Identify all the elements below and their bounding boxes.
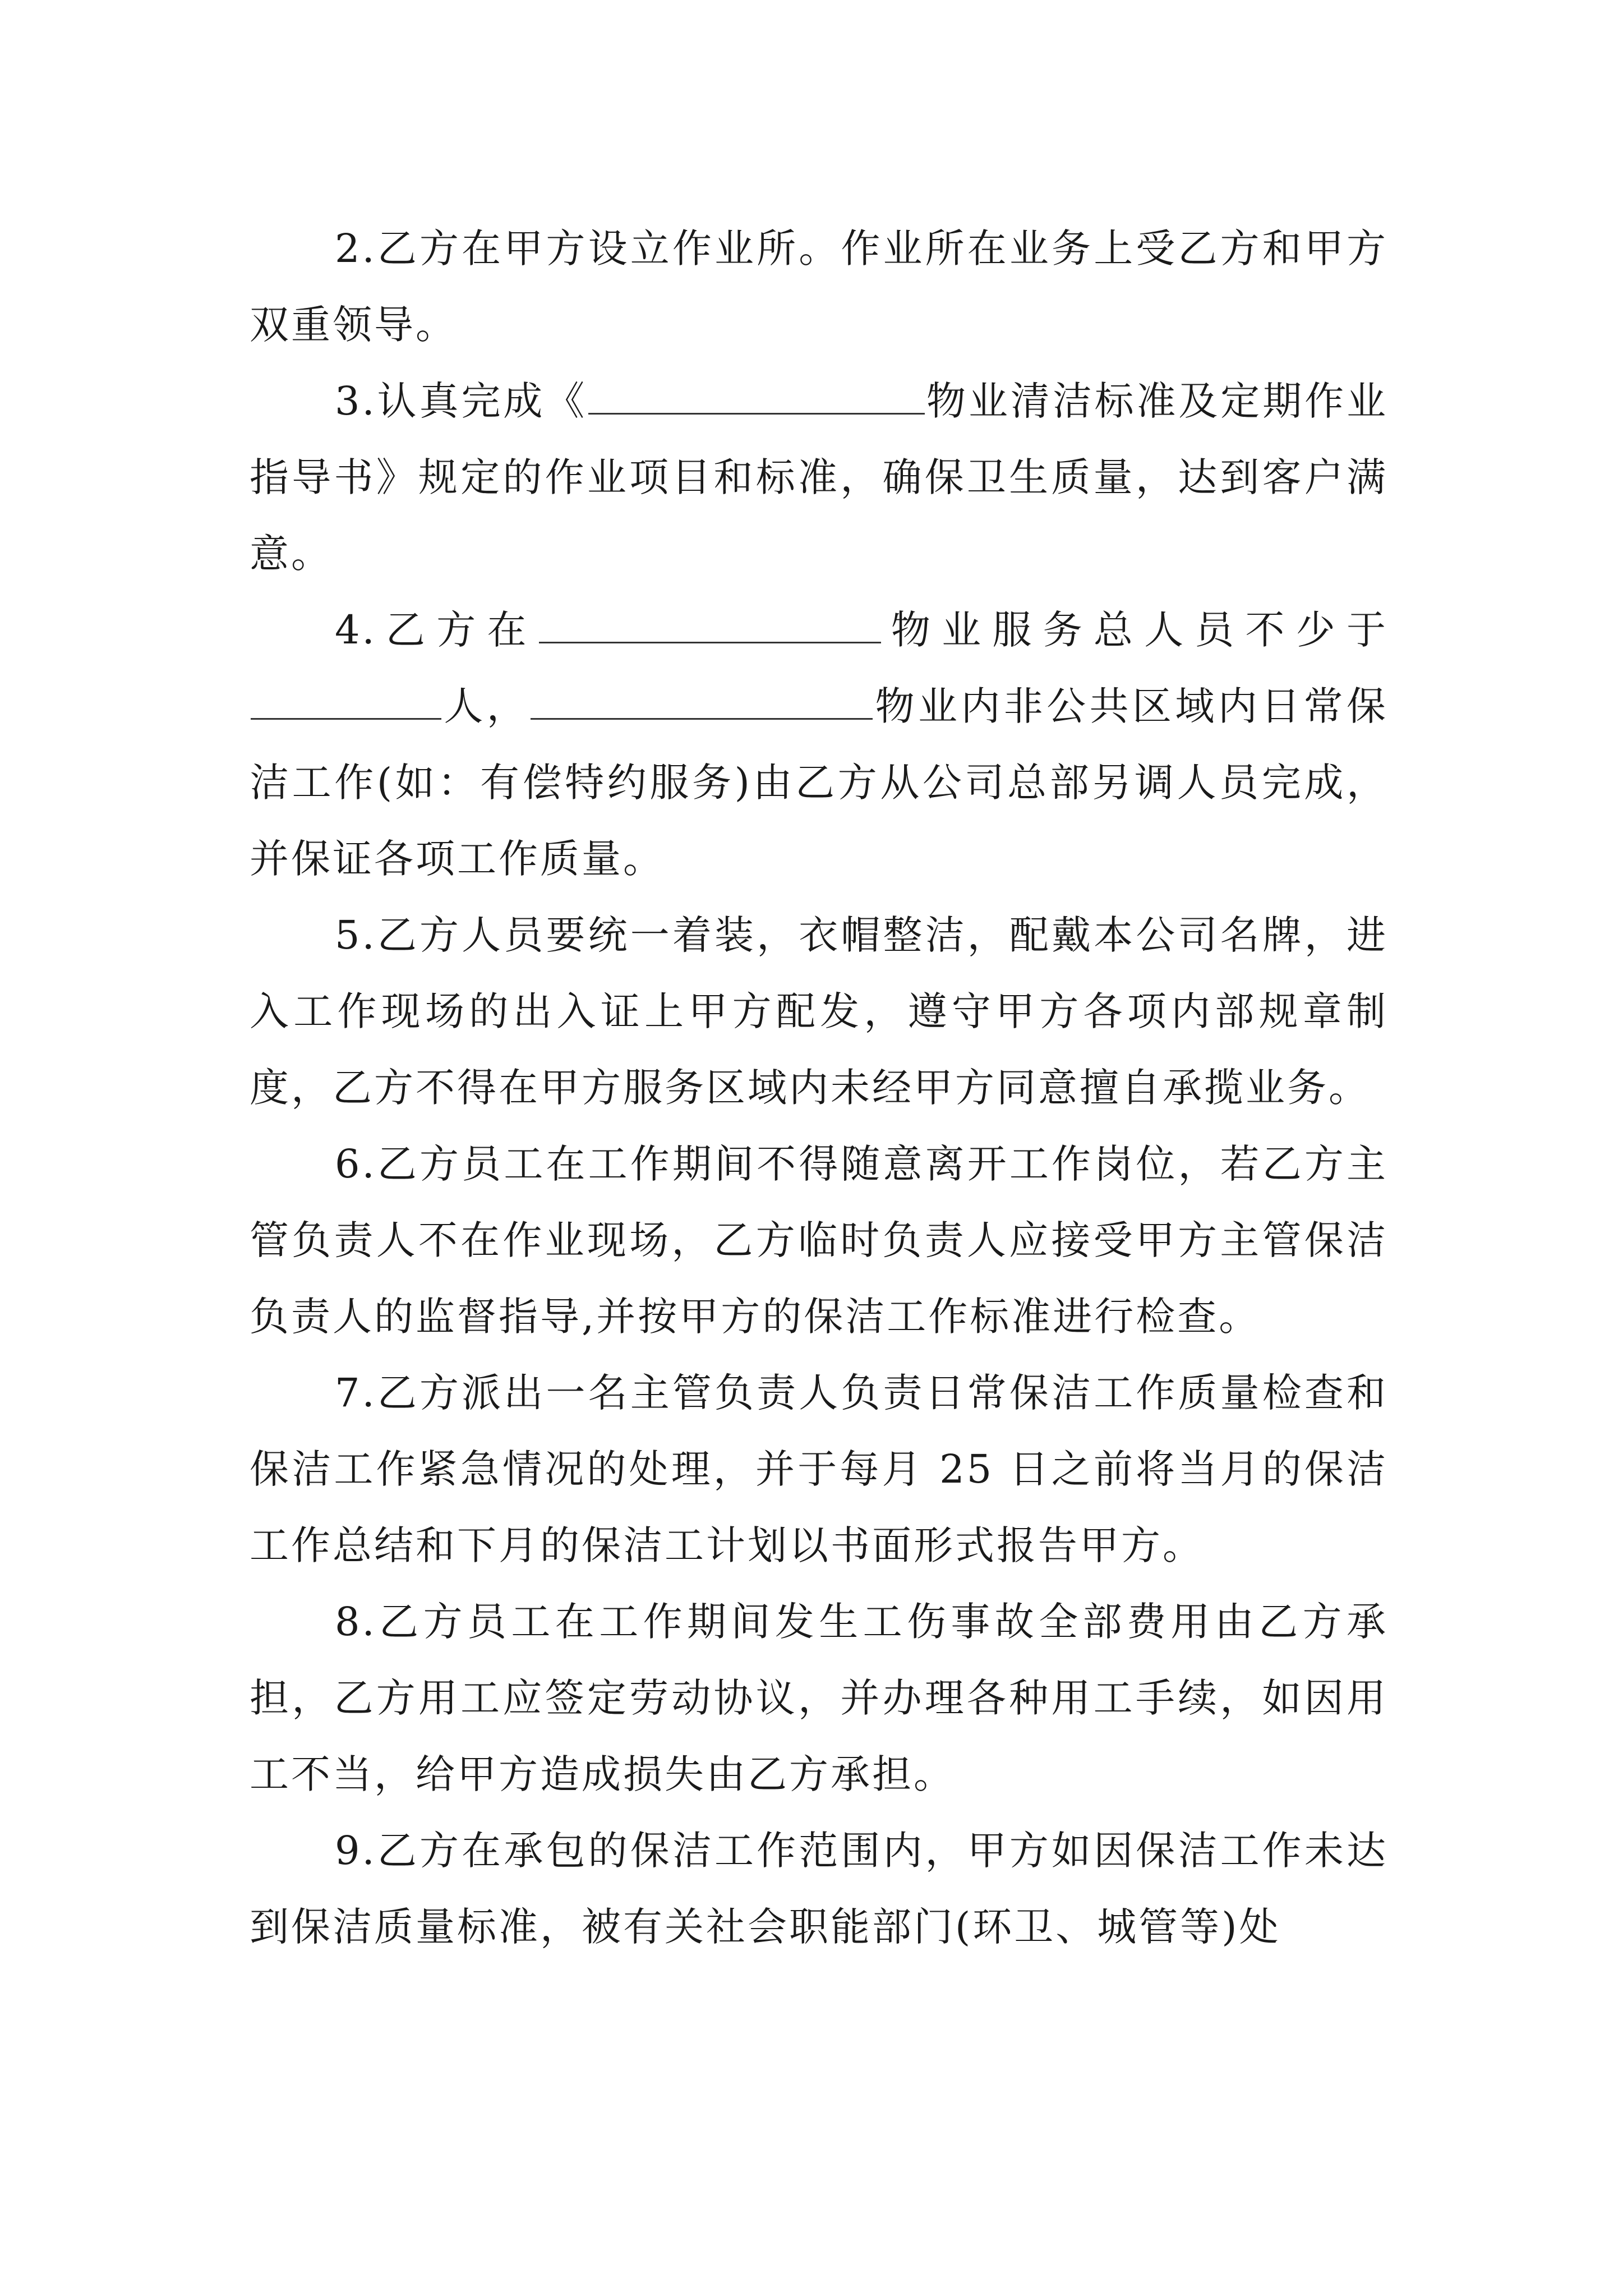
clause-3-text-b: 物业清洁标准及定期作业指导书》规定的作业项目和标准，确保卫生质量，达到客户满意。 [250,378,1388,577]
clause-5-text: 5.乙方人员要统一着装，衣帽整洁，配戴本公司名牌，进入工作现场的出入证上甲方配发，遵守甲方各项内部规章制度，乙方不得在甲方服务区域内未经甲方同意擅自承揽业务。 [250,912,1388,1111]
clause-8 [250,1584,1388,1812]
fill-in-blank-staff-count[interactable] [251,684,441,720]
clause-4-text-d: 物业内非公共区域内日常保洁工作(如：有偿特约服务)由乙方从公司总部另调人员完成，并保证各项工作质量。 [250,683,1389,882]
document-body [250,210,1388,1965]
clause-4-text-c: 人， [442,683,530,729]
clause-3 [250,363,1388,592]
clause-2 [250,210,1388,363]
clause-7 [250,1355,1388,1584]
clause-5 [250,897,1388,1126]
clause-9 [250,1812,1388,1965]
clause-3-text-a: 3.认真完成《 [335,378,588,424]
clause-4 [250,592,1388,897]
clause-4-text-a: 4.乙方在 [335,607,538,653]
fill-in-blank-property-name[interactable] [539,608,881,643]
clause-7-text: 7.乙方派出一名主管负责人负责日常保洁工作质量检查和保洁工作紧急情况的处理，并于每月 25 日之前将当月的保洁工作总结和下月的保洁工计划以书面形式报告甲方。 [250,1370,1388,1568]
clause-8-text: 8.乙方员工在工作期间发生工伤事故全部费用由乙方承担，乙方用工应签定劳动协议，并办理各种用工手续，如因用工不当，给甲方造成损失由乙方承担。 [250,1599,1388,1797]
clause-4-text-b: 物业服务总人员不少于 [882,607,1388,653]
fill-in-blank-property-name[interactable] [531,684,873,720]
clause-9-text: 9.乙方在承包的保洁工作范围内，甲方如因保洁工作未达到保洁质量标准，被有关社会职能部门(环卫、城管等)处 [250,1828,1388,1950]
clause-2-text: 2.乙方在甲方设立作业所。作业所在业务上受乙方和甲方双重领导。 [250,226,1388,348]
clause-6 [250,1126,1388,1355]
fill-in-blank-property-name[interactable] [588,379,925,415]
clause-6-text: 6.乙方员工在工作期间不得随意离开工作岗位，若乙方主管负责人不在作业现场，乙方临时负责人应接受甲方主管保洁负责人的监督指导,并按甲方的保洁工作标准进行检查。 [250,1141,1388,1340]
